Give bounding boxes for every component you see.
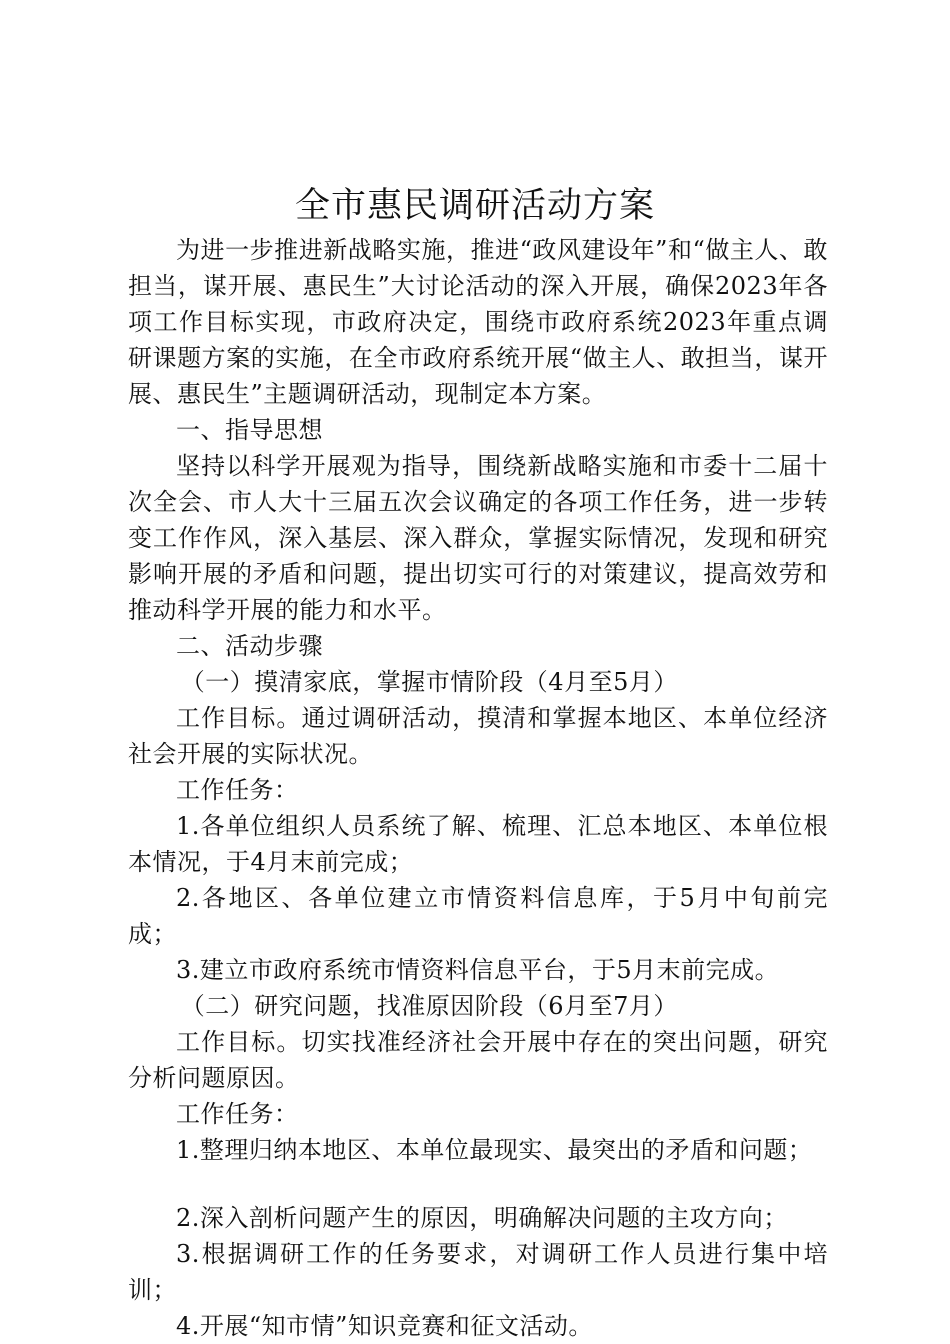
stage-one-task-2: 2.各地区、各单位建立市情资料信息库，于5月中旬前完成； (128, 884, 828, 948)
stage-two-task-1: 1.整理归纳本地区、本单位最现实、最突出的矛盾和问题； (176, 1136, 813, 1164)
stage-two-task-3: 3.根据调研工作的任务要求，对调研工作人员进行集中培训； (128, 1240, 828, 1304)
stage-one-heading: （一）摸清家底，掌握市情阶段（4月至5月） (180, 668, 678, 696)
stage-two-goal: 工作目标。切实找准经济社会开展中存在的突出问题，研究分析问题原因。 (128, 1028, 828, 1092)
stage-one-tasks-label: 工作任务： (176, 776, 299, 804)
stage-one-task-3: 3.建立市政府系统市情资料信息平台，于5月末前完成。 (176, 956, 780, 984)
stage-two-tasks-label: 工作任务： (176, 1100, 299, 1128)
section-heading-activity-steps: 二、活动步骤 (176, 632, 323, 660)
stage-two-heading: （二）研究问题，找准原因阶段（6月至7月） (180, 992, 678, 1020)
stage-two-task-4: 4.开展“知市情”知识竞赛和征文活动。 (176, 1312, 593, 1340)
document-body (128, 232, 828, 1344)
intro-paragraph: 为进一步推进新战略实施，推进“政风建设年”和“做主人、敢担当，谋开展、惠民生”大讨论活动的深入开展，确保2023年各项工作目标实现，市政府决定，围绕市政府系统2023年重点调研课题方案的实施，在全市政府系统开展“做主人、敢担当，谋开展、惠民生”主题调研活动，现制定本方案。 (128, 236, 828, 408)
stage-two-task-2: 2.深入剖析问题产生的原因，明确解决问题的主攻方向； (176, 1204, 788, 1232)
stage-one-task-1: 1.各单位组织人员系统了解、梳理、汇总本地区、本单位根本情况，于4月末前完成； (128, 812, 828, 876)
paragraph-gap (128, 1168, 828, 1200)
document-title: 全市惠民调研活动方案 (294, 186, 655, 226)
stage-one-goal: 工作目标。通过调研活动，摸清和掌握本地区、本单位经济社会开展的实际状况。 (128, 704, 828, 768)
guiding-thought-paragraph: 坚持以科学开展观为指导，围绕新战略实施和市委十二届十次全会、市人大十三届五次会议确定的各项工作任务，进一步转变工作作风，深入基层、深入群众，掌握实际情况，发现和研究影响开展的矛盾和问题，提出切实可行的对策建议，提高效劳和推动科学开展的能力和水平。 (128, 452, 828, 624)
section-heading-guiding-thought: 一、指导思想 (176, 416, 323, 444)
